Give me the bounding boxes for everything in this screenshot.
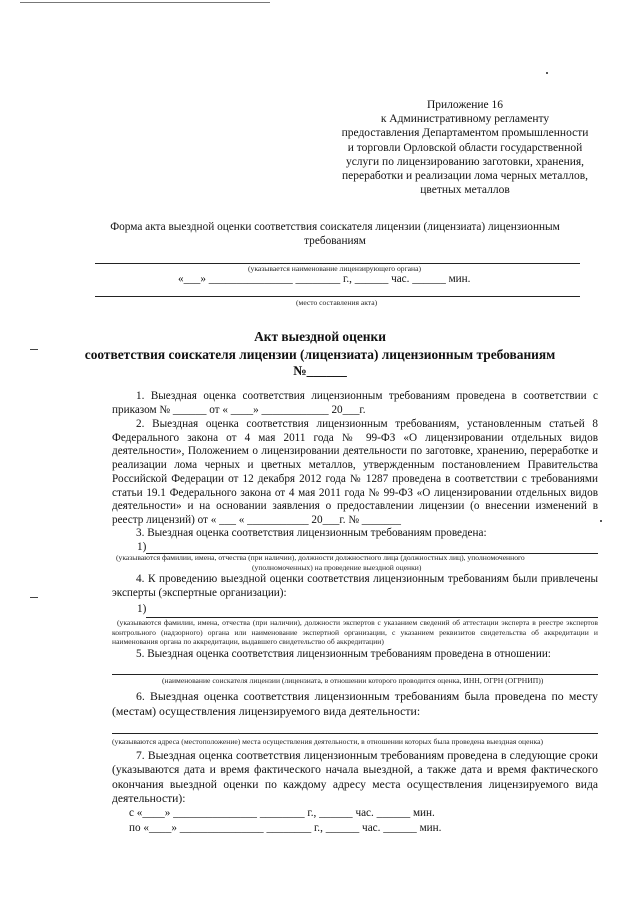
section-4-item: 1): [137, 603, 147, 615]
appendix-line: предоставления Департаментом промышленности: [341, 127, 589, 140]
place-caption: (место составления акта): [296, 298, 378, 307]
act-title-line2: соответствия соискателя лицензии (лицензиата) лицензионным требованиям: [84, 347, 556, 362]
section-7-to: по «____» _______________ ________ г., ______ час. ______ мин.: [129, 822, 442, 834]
appendix-line: цветных металлов: [420, 184, 510, 197]
scan-margin-mark: [30, 597, 38, 598]
scan-speck: [600, 520, 602, 522]
section-5-line: [112, 674, 598, 675]
section-6-caption: (указываются адреса (местоположение) места осуществления деятельности, в отношении которых была проведена выездная оценка): [112, 737, 543, 746]
section-3-caption-cont: (уполномоченных) на проведение выездной оценки): [252, 563, 422, 572]
appendix-line: переработки и реализации лома черных металлов,: [341, 170, 589, 183]
act-title-line1: Акт выездной оценки: [254, 329, 386, 344]
org-caption: (указывается наименование лицензирующего органа): [248, 264, 422, 273]
form-title: Форма акта выездной оценки соответствия соискателя лицензии (лицензиата) лицензионным требованиям: [110, 221, 560, 247]
section-3-caption: (указываются фамилии, имена, отчества (при наличии), должности должностного лица (должностных лиц), уполномоченного: [116, 553, 525, 562]
section-5: 5. Выездная оценка соответствия лицензионным требованиям проведена в отношении:: [136, 648, 551, 660]
section-1: 1. Выездная оценка соответствия лицензионным требованиям проведена в соответствии с: [136, 390, 598, 402]
section-7-from: с «____» _______________ ________ г., ______ час. ______ мин.: [129, 807, 435, 819]
section-4-caption: (указываются фамилии, имена, отчества (при наличии), должности экспертов с указанием сведений об аттестации эксперта в реестре экспертов контрольного (надзорного) органа или наименование экспертной организации, с указанием реквизитов свидетельства об аккредитации и наименования органа по аккредитации, выдавшего свидетельство об аккредитации): [112, 618, 598, 647]
act-number: №______: [293, 363, 347, 378]
date-time-line: «___» _______________ ________ г., ______ час. ______ мин.: [178, 273, 471, 285]
section-7: 7. Выездная оценка соответствия лицензионным требованиям проведена в следующие сроки (указываются дата и время фактического начала выездной, а также дата и время фактического окончания выездной оценки по каждому адресу места осуществления лицензируемого вида деятельности):: [112, 749, 598, 805]
section-1-order: приказом № ______ от « ____» ____________ 20___г.: [112, 404, 366, 416]
section-3-item: 1): [137, 541, 147, 553]
place-line: [95, 296, 580, 297]
scan-margin-mark: [30, 349, 38, 350]
scan-top-edge: [20, 2, 270, 3]
appendix-line: услуги по лицензированию заготовки, хранения,: [345, 155, 585, 168]
appendix-line: и торговли Орловской области государственной: [347, 141, 583, 154]
section-4: 4. К проведению выездной оценки соответствия лицензионным требованиям были привлечены эксперты (экспертные организации):: [112, 573, 598, 599]
section-6: 6. Выездная оценка соответствия лицензионным требованиям была проведена по месту (местам) осуществления лицензируемого вида деятельности:: [112, 689, 598, 718]
appendix-block: [330, 98, 600, 197]
scan-speck: [546, 72, 548, 74]
appendix-line: Приложение 16: [426, 99, 504, 111]
section-3: 3. Выездная оценка соответствия лицензионным требованиям проведена:: [136, 527, 487, 539]
section-6-line: [112, 733, 598, 734]
section-2: 2. Выездная оценка соответствия лицензионным требованиям, установленным статьей 8 Федерального закона от 4 мая 2011 года № 99-ФЗ «О лицензировании отдельных видов деятельности», Положением о лицензировании деятельности по заготовке, хранению, переработке и реализации лома черных и цветных металлов, утвержденным постановлением Правительства Российской Федерации от 12 декабря 2012 года № 1287 проведена в соответствии с требованиями статьи 19.1 Федерального закона от 4 мая 2011 года № 99-ФЗ «О лицензировании отдельных видов деятельности» и на основании заявления о предоставлении лицензии (о внесении изменений в реестр лицензий) от « ___ « ___________ 20___г. № _______: [112, 418, 598, 526]
appendix-line: к Административному регламенту: [380, 113, 550, 126]
section-5-caption: (наименование соискателя лицензии (лицензиата, в отношении которого проводится оценка, ИНН, ОГРН (ОГРНИП)): [162, 676, 544, 685]
